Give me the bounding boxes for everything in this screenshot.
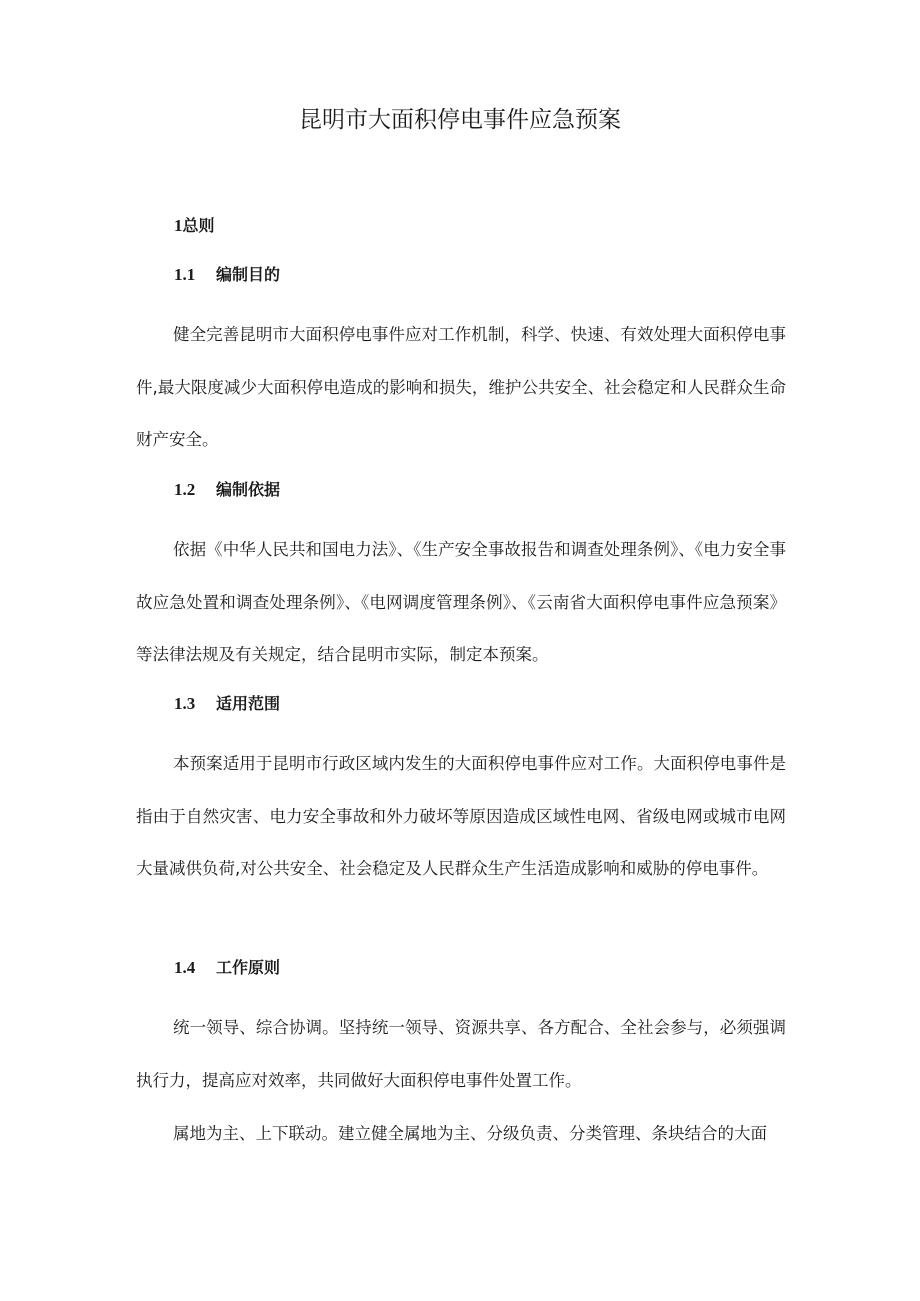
section-heading-1-3 <box>174 692 280 716</box>
section-label: 编制目的 <box>216 265 281 284</box>
section-heading-1-4 <box>174 956 280 980</box>
chapter-heading <box>174 214 215 238</box>
paragraph-principle-1: 统一领导、综合协调。坚持统一领导、资源共享、各方配合、全社会参与，必须强调执行力，提高应对效率，共同做好大面积停电事件处置工作。 <box>136 1018 786 1090</box>
paragraph-purpose: 健全完善昆明市大面积停电事件应对工作机制，科学、快速、有效处理大面积停电事件,最大限度减少大面积停电造成的影响和损失，维护公共安全、社会稳定和人民群众生命财产安全。 <box>136 325 786 449</box>
section-number: 1.4 <box>174 958 196 977</box>
section-number: 1.2 <box>174 480 196 499</box>
section-heading-1-2 <box>174 478 280 502</box>
section-label: 适用范围 <box>216 694 281 713</box>
paragraph-principle-2: 属地为主、上下联动。建立健全属地为主、分级负责、分类管理、条块结合的大面 <box>173 1124 767 1143</box>
section-label: 工作原则 <box>216 958 281 977</box>
chapter-label: 总则 <box>182 216 215 235</box>
section-label: 编制依据 <box>216 480 281 499</box>
section-number: 1.3 <box>174 694 196 713</box>
paragraph-basis: 依据《中华人民共和国电力法》、《生产安全事故报告和调查处理条例》、《电力安全事故应急处置和调查处理条例》、《电网调度管理条例》、《云南省大面积停电事件应急预案》等法律法规及有关规定，结合昆明市实际，制定本预案。 <box>136 540 786 664</box>
chapter-number: 1 <box>174 216 183 235</box>
section-number: 1.1 <box>174 265 196 284</box>
paragraph-scope: 本预案适用于昆明市行政区域内发生的大面积停电事件应对工作。大面积停电事件是指由于自然灾害、电力安全事故和外力破坏等原因造成区域性电网、省级电网或城市电网大量减供负荷,对公共安全、社会稳定及人民群众生产生活造成影响和威胁的停电事件。 <box>136 754 786 878</box>
page-title: 昆明市大面积停电事件应急预案 <box>299 107 621 133</box>
section-heading-1-1 <box>174 263 280 287</box>
